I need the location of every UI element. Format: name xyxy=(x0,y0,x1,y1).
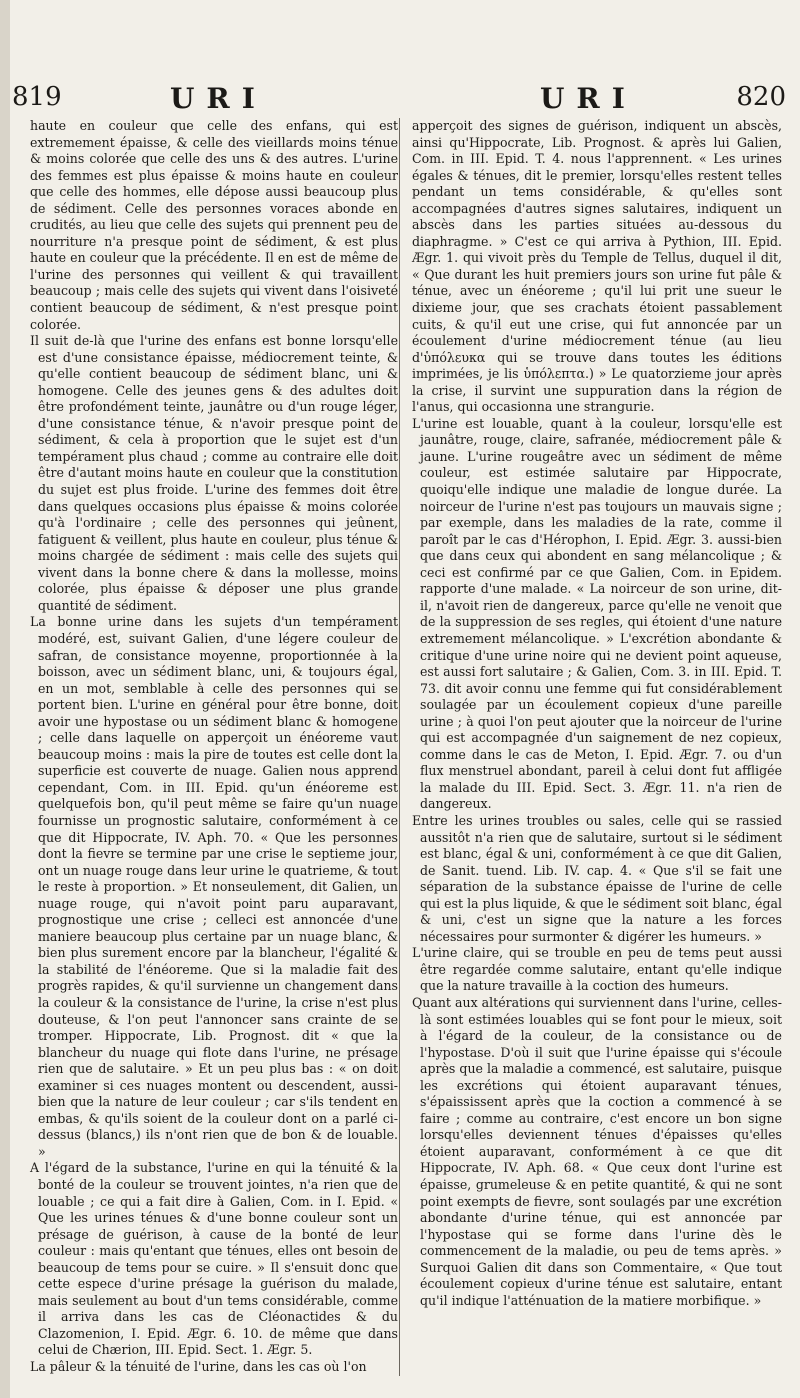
column-divider xyxy=(399,118,400,1376)
paragraph: Entre les urines troubles ou sales, celle qui se rassied aussitôt n'a rien que de salutaire, surtout si le sédiment est blanc, égal & uni, conformément à ce que dit Galien, de Sanit. tuend. Lib. IV. cap. 4. « Que s'il se fait une séparation de la substance épaisse de l'urine de celle qui est la plus liquide, & que le sédiment soit blanc, égal & uni, c'est un signe que la nature a les forces nécessaires pour surmonter & digérer les humeurs. » xyxy=(412,812,782,944)
page-header xyxy=(0,82,800,116)
right-page-number: 820 xyxy=(736,82,786,112)
paragraph: Quant aux altérations qui surviennent dans l'urine, celles-là sont estimées louables qui se font pour le mieux, soit à l'égard de la couleur, de la consistance ou de l'hypostase. D'où il suit que l'urine épaisse qui s'écoule après que la maladie a commencé, est salutaire, puisque les excrétions qui étoient auparavant ténues, s'épaississent après que la coction a commencé à se faire ; comme au contraire, c'est encore un bon signe lorsqu'elles deviennent ténues d'épaisses qu'elles étoient auparavant, conformément à ce que dit Hippocrate, IV. Aph. 68. « Que ceux dont l'urine est épaisse, grumeleuse & en petite quantité, & qui ne sont point exempts de fievre, sont soulagés par une excrétion abondante d'urine ténue, qui est annoncée par l'hypostase qui se forme dans l'urine dès le commencement de la maladie, ou peu de tems après. » Surquoi Galien dit dans son Commentaire, « Que tout écoulement copieux d'urine ténue est salutaire, entant qu'il indique l'atténuation de la matiere morbifique. » xyxy=(412,994,782,1308)
left-page-number: 819 xyxy=(12,82,62,112)
paragraph: A l'égard de la substance, l'urine en qui la ténuité & la bonté de la couleur se trouvent jointes, n'a rien que de louable ; ce qui a fait dire à Galien, Com. in I. Epid. « Que les urines ténues & d'une bonne couleur sont un présage de guérison, à cause de la bonté de leur couleur : mais qu'entant que ténues, elles ont besoin de beaucoup de tems pour se cuire. » Il s'ensuit donc que cette espece d'urine présage la guérison du malade, mais seulement au bout d'un tems considérable, comme il arriva dans les cas de Cléonactides & du Clazomenion, I. Epid. Ægr. 6. 10. de même que dans celui de Chærion, III. Epid. Sect. 1. Ægr. 5. xyxy=(30,1160,398,1358)
right-running-title: URI xyxy=(540,82,637,115)
page-edge xyxy=(0,0,10,1398)
left-running-title: URI xyxy=(170,82,267,115)
left-column xyxy=(30,118,398,1376)
paragraph: La pâleur & la ténuité de l'urine, dans les cas où l'on xyxy=(30,1359,367,1375)
paragraph: apperçoit des signes de guérison, indiquent un abscès, ainsi qu'Hippocrate, Lib. Prognost. & après lui Galien, Com. in III. Epid. T. 4. nous l'apprennent. « Les urines égales & ténues, dit le premier, lorsqu'elles restent telles pendant un tems considérable, & qu'elles sont accompagnées d'autres signes salutaires, indiquent un abscès dans les parties situées au-dessous du diaphragme. » C'est ce qui arriva à Pythion, III. Epid. Ægr. 1. qui vivoit près du Temple de Tellus, duquel il dit, « Que durant les huit premiers jours son urine fut pâle & ténue, avec un énéoreme ; qu'il lui prit une sueur le dixieme jour, que ses crachats étoient passablement cuits, & qu'il eut une crise, qui fut annoncée par un écoulement d'urine médiocrement ténue (au lieu d'ὑπόλευκα qui se trouve dans toutes les éditions imprimées, je lis ὑπόλεπτα.) » Le quatorzieme jour après la crise, il survint une suppuration dans la région de l'anus, qui occasionna une strangurie. xyxy=(412,118,782,415)
paragraph: L'urine claire, qui se trouble en peu de tems peut aussi être regardée comme salutaire, entant qu'elle indique que la nature travaille à la coction des humeurs. xyxy=(412,945,782,994)
right-column xyxy=(412,118,782,1309)
paragraph: L'urine est louable, quant à la couleur, lorsqu'elle est jaunâtre, rouge, claire, safranée, médiocrement pâle & jaune. L'urine rougeâtre avec un sédiment de même couleur, est estimée salutaire par Hippocrate, quoiqu'elle indique une maladie de longue durée. La noirceur de l'urine n'est pas toujours un mauvais signe ; par exemple, dans les maladies de la rate, comme il paroît par le cas d'Hérophon, I. Epid. Ægr. 3. aussi-bien que dans ceux qui abondent en sang mélancolique ; & ceci est confirmé par ce que Galien, Com. in Epidem. rapporte d'une malade. « La noirceur de son urine, dit-il, n'avoit rien de dangereux, parce qu'elle ne venoit que de la suppression de ses regles, qui étoient d'une nature extremement mélancolique. » L'excrétion abondante & critique d'une urine noire qui ne devient point aqueuse, est aussi fort salutaire ; & Galien, Com. 3. in III. Epid. T. 73. dit avoir connu une femme qui fut considérablement soulagée par un écoulement copieux d'une pareille urine ; à quoi l'on peut ajouter que la noirceur de l'urine qui est accompagnée d'un saignement de nez copieux, comme dans le cas de Meton, I. Epid. Ægr. 7. ou d'un flux menstruel abondant, pareil à celui dont fut affligée la malade du III. Epid. Sect. 3. Ægr. 11. n'a rien de dangereux. xyxy=(412,415,782,812)
paragraph: Il suit de-là que l'urine des enfans est bonne lorsqu'elle est d'une consistance épaisse, médiocrement teinte, & qu'elle contient beaucoup de sédiment blanc, uni & homogene. Celle des jeunes gens & des adultes doit être profondément teinte, jaunâtre ou d'un rouge léger, d'une consistance ténue, & n'avoir presque point de sédiment, & cela à proportion que le sujet est d'un tempérament plus chaud ; comme au contraire elle doit être d'autant moins haute en couleur que la constitution du sujet est plus froide. L'urine des femmes doit être dans quelques occasions plus épaisse & moins colorée qu'à l'ordinaire ; celle des personnes qui jeûnent, fatiguent & veillent, plus haute en couleur, plus ténue & moins chargée de sédiment : mais celle des sujets qui vivent dans la bonne chere & dans la mollesse, moins colorée, plus épaisse & déposer une plus grande quantité de sédiment. xyxy=(30,333,398,613)
paragraph: La bonne urine dans les sujets d'un tempérament modéré, est, suivant Galien, d'une légere couleur de safran, de consistance moyenne, proportionnée à la boisson, avec un sédiment blanc, uni, & toujours égal, en un mot, semblable à celle des personnes qui se portent bien. L'urine en général pour être bonne, doit avoir une hypostase ou un sédiment blanc & homogene ; celle dans laquelle on apperçoit un énéoreme vaut beaucoup moins : mais la pire de toutes est celle dont la superficie est couverte de nuage. Galien nous apprend cependant, Com. in III. Epid. qu'un énéoreme est quelquefois bon, qu'il peut même se faire qu'un nuage fournisse un prognostic salutaire, conformément à ce que dit Hippocrate, IV. Aph. 70. « Que les personnes dont la fievre se termine par une crise le septieme jour, ont un nuage rouge dans leur urine le quatrieme, & tout le reste à proportion. » Et nonseulement, dit Galien, un nuage rouge, qui n'avoit point paru auparavant, prognostique une crise ; celleci est annoncée d'une maniere beaucoup plus certaine par un nuage blanc, & bien plus surement encore par la blancheur, l'égalité & la stabilité de l'énéoreme. Que si la maladie fait des progrès rapides, & qu'il survienne un changement dans la couleur & la consistance de l'urine, la crise n'est plus douteuse, & l'on peut l'annoncer sans crainte de se tromper. Hippocrate, Lib. Prognost. dit « que la blancheur du nuage qui flote dans l'urine, ne présage rien que de salutaire. » Et un peu plus bas : « on doit examiner si ces nuages montent ou descendent, aussi-bien que la nature de leur couleur ; car s'ils tendent en embas, & qu'ils soient de la couleur dont on a parlé ci-dessus (blancs,) ils n'ont rien que de bon & de louable. » xyxy=(30,614,398,1159)
paragraph: haute en couleur que celle des enfans, qui est extremement épaisse, & celle des vieillards moins ténue & moins colorée que celle des uns & des autres. L'urine des femmes est plus épaisse & moins haute en couleur que celle des hommes, elle dépose aussi beaucoup plus de sédiment. Celle des personnes voraces abonde en crudités, au lieu que celle des sujets qui prennent peu de nourriture n'a presque point de sédiment, & est plus haute en couleur que la précédente. Il en est de même de l'urine des personnes qui veillent & qui travaillent beaucoup ; mais celle des sujets qui vivent dans l'oisiveté contient beaucoup de sédiment, & n'est presque point colorée. xyxy=(30,118,398,332)
